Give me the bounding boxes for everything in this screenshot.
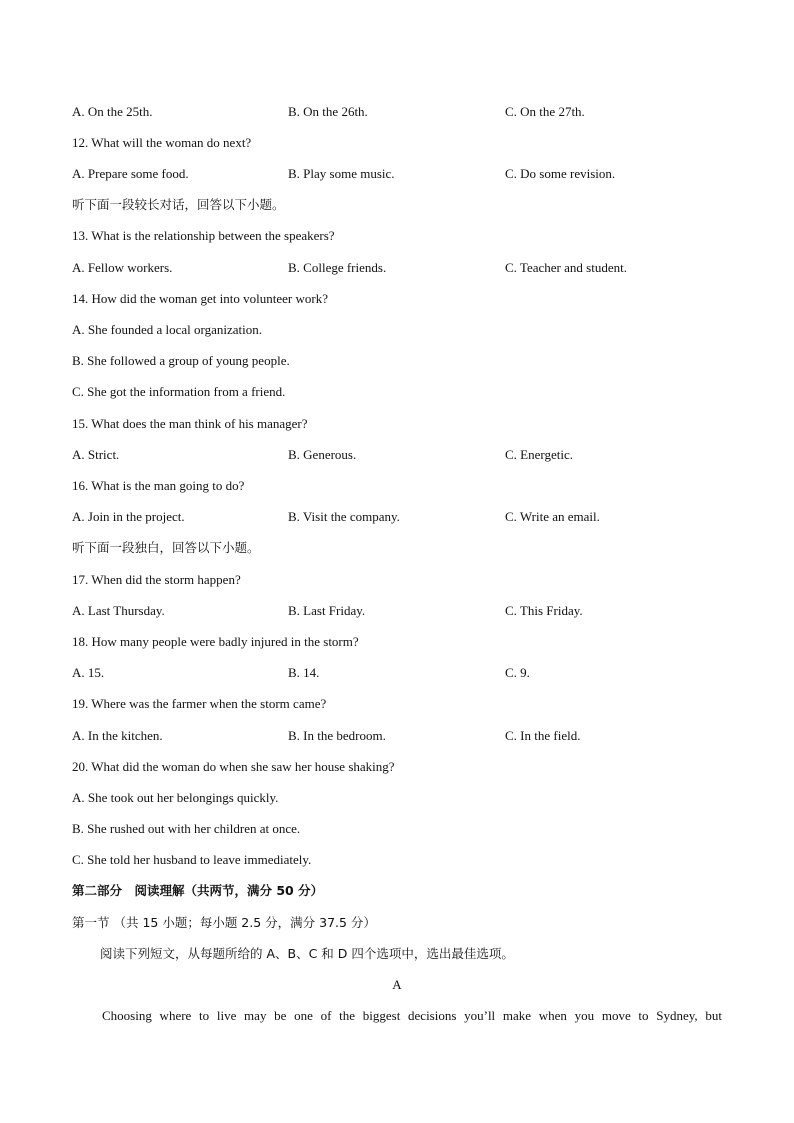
q17-option-b: B. Last Friday. (288, 603, 366, 618)
q13-stem: 13. What is the relationship between the speakers? (72, 228, 335, 243)
q19-option-a: A. In the kitchen. (72, 728, 163, 743)
q14-option-b: B. She followed a group of young people. (72, 353, 290, 368)
q11-option-a: A. On the 25th. (72, 104, 153, 119)
q13-option-b: B. College friends. (288, 260, 387, 275)
q19-option-c: C. In the field. (505, 728, 581, 743)
q16-option-c: C. Write an email. (505, 509, 600, 524)
q11-option-c: C. On the 27th. (505, 104, 585, 119)
q18-stem: 18. How many people were badly injured in the storm? (72, 634, 359, 649)
q13-option-a: A. Fellow workers. (72, 260, 173, 275)
q17-stem: 17. When did the storm happen? (72, 572, 241, 587)
q14-stem: 14. How did the woman get into volunteer work? (72, 291, 328, 306)
q18-option-a: A. 15. (72, 665, 105, 680)
q20-option-a: A. She took out her belongings quickly. (72, 790, 279, 805)
q14-option-a: A. She founded a local organization. (72, 322, 263, 337)
q12-option-c: C. Do some revision. (505, 166, 616, 181)
q13-option-c: C. Teacher and student. (505, 260, 627, 275)
q18-option-b: B. 14. (288, 665, 320, 680)
q14-option-c: C. She got the information from a friend. (72, 384, 286, 399)
q12-option-a: A. Prepare some food. (72, 166, 189, 181)
q15-option-c: C. Energetic. (505, 447, 573, 462)
q17-option-c: C. This Friday. (505, 603, 583, 618)
q20-option-b: B. She rushed out with her children at once. (72, 821, 301, 836)
q15-stem: 15. What does the man think of his manager? (72, 416, 308, 431)
section1-title: 第一节 （共 15 小题；每小题 2.5 分，满分 37.5 分） (72, 915, 376, 930)
q17-option-a: A. Last Thursday. (72, 603, 165, 618)
q20-option-c: C. She told her husband to leave immediately. (72, 852, 312, 867)
q16-stem: 16. What is the man going to do? (72, 478, 245, 493)
part2-title: 第二部分 阅读理解（共两节，满分 50 分） (72, 883, 324, 898)
q19-option-b: B. In the bedroom. (288, 728, 386, 743)
long-dialogue-instruction: 听下面一段较长对话，回答以下小题。 (72, 197, 285, 212)
reading-instruction: 阅读下列短文，从每题所给的 A、B、C 和 D 四个选项中，选出最佳选项。 (100, 946, 514, 961)
q12-option-b: B. Play some music. (288, 166, 395, 181)
q18-option-c: C. 9. (505, 665, 530, 680)
q11-option-b: B. On the 26th. (288, 104, 368, 119)
q12-stem: 12. What will the woman do next? (72, 135, 252, 150)
q20-stem: 20. What did the woman do when she saw her house shaking? (72, 759, 395, 774)
q15-option-a: A. Strict. (72, 447, 120, 462)
monologue-instruction: 听下面一段独白，回答以下小题。 (72, 540, 260, 555)
passage-label: A (392, 977, 402, 992)
q16-option-b: B. Visit the company. (288, 509, 400, 524)
passage-first-line: Choosing where to live may be one of the biggest decisions you’ll make when you move to Sydney, but (102, 1008, 722, 1023)
q19-stem: 19. Where was the farmer when the storm came? (72, 696, 327, 711)
q15-option-b: B. Generous. (288, 447, 357, 462)
q16-option-a: A. Join in the project. (72, 509, 185, 524)
